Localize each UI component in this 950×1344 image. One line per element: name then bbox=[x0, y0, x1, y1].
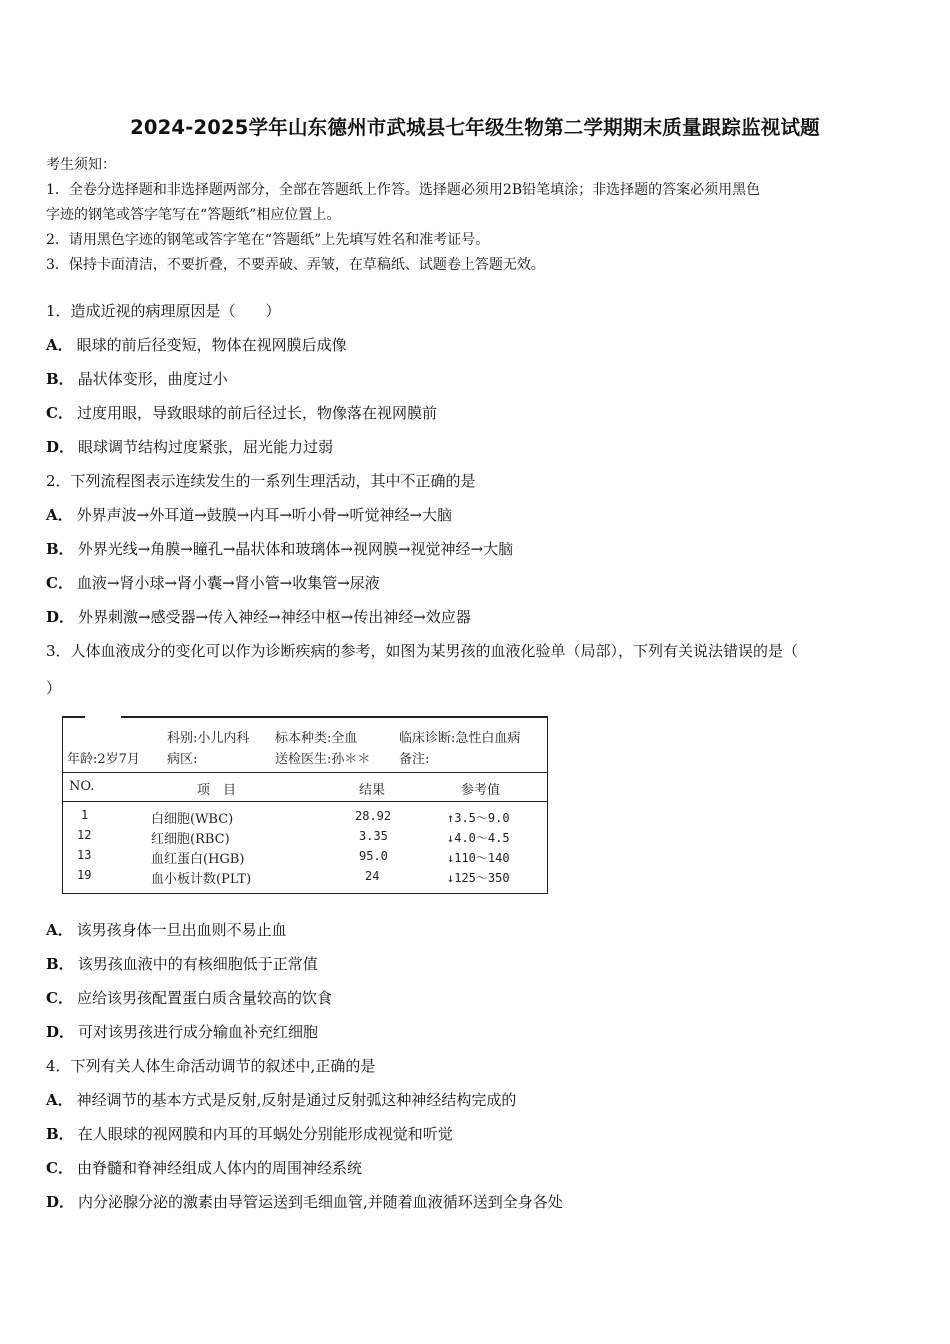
report-doctor: 送检医生:孙＊＊ bbox=[275, 752, 371, 767]
question-1-option-d bbox=[46, 437, 906, 457]
report-row-ref: ↓110～140 bbox=[447, 851, 510, 865]
question-2-option-a bbox=[46, 505, 906, 525]
question-4-option-d bbox=[46, 1192, 906, 1212]
option-label: C． bbox=[46, 989, 73, 1007]
report-row-item: 血红蛋白(HGB) bbox=[151, 852, 245, 867]
question-2-stem: 2．下列流程图表示连续发生的一系列生理活动，其中不正确的是 bbox=[46, 472, 476, 490]
page-title: 2024-2025学年山东德州市武城县七年级生物第二学期期末质量跟踪监视试题 bbox=[130, 116, 820, 139]
question-2-option-b bbox=[46, 539, 906, 559]
notice-item: 1．全卷分选择题和非选择题两部分，全部在答题纸上作答。选择题必须用2B铅笔填涂；非选择题的答案必须用黑色 bbox=[46, 182, 761, 198]
option-label: C． bbox=[46, 1159, 73, 1177]
option-label: C． bbox=[46, 404, 73, 422]
option-text: 应给该男孩配置蛋白质含量较高的饮食 bbox=[76, 989, 332, 1007]
option-text: 可对该男孩进行成分输血补充红细胞 bbox=[78, 1023, 319, 1041]
report-diagnosis: 临床诊断:急性白血病 bbox=[399, 731, 521, 746]
option-label: B． bbox=[46, 540, 74, 558]
option-label: D． bbox=[46, 608, 75, 626]
report-row-ref: ↑3.5～9.0 bbox=[447, 811, 510, 825]
option-text: 外界刺激→感受器→传入神经→神经中枢→传出神经→效应器 bbox=[78, 608, 471, 626]
report-row-no: 12 bbox=[77, 828, 92, 842]
option-text: 外界光线→角膜→瞳孔→晶状体和玻璃体→视网膜→视觉神经→大脑 bbox=[77, 540, 514, 558]
option-text: 在人眼球的视网膜和内耳的耳蜗处分别能形成视觉和听觉 bbox=[77, 1125, 453, 1143]
question-4-stem: 4．下列有关人体生命活动调节的叙述中,正确的是 bbox=[46, 1057, 376, 1075]
report-row-item: 红细胞(RBC) bbox=[151, 832, 230, 847]
option-text: 眼球的前后径变短，物体在视网膜后成像 bbox=[76, 336, 347, 354]
option-text: 血液→肾小球→肾小囊→肾小管→收集管→尿液 bbox=[76, 574, 380, 592]
option-label: D． bbox=[46, 1193, 75, 1211]
notice-heading: 考生须知： bbox=[46, 157, 116, 173]
option-label: B． bbox=[46, 370, 74, 388]
question-4-option-a bbox=[46, 1090, 906, 1110]
report-row-item: 白细胞(WBC) bbox=[151, 812, 234, 827]
report-row-result: 24 bbox=[365, 869, 380, 883]
report-row-item: 血小板计数(PLT) bbox=[151, 872, 252, 887]
option-text: 外界声波→外耳道→鼓膜→内耳→听小骨→听觉神经→大脑 bbox=[76, 506, 453, 524]
report-header-ref: 参考值 bbox=[461, 783, 501, 798]
report-row-result: 95.0 bbox=[359, 849, 388, 863]
option-label: A． bbox=[46, 921, 73, 939]
option-label: A． bbox=[46, 336, 73, 354]
question-2-option-c bbox=[46, 573, 906, 593]
question-3-option-b bbox=[46, 954, 906, 974]
report-divider bbox=[63, 772, 547, 773]
report-row-result: 3.35 bbox=[359, 829, 388, 843]
option-label: B． bbox=[46, 955, 74, 973]
question-1-option-c bbox=[46, 403, 906, 423]
question-4-option-c bbox=[46, 1158, 906, 1178]
question-1-stem: 1．造成近视的病理原因是（ ） bbox=[46, 302, 281, 320]
report-header-item: 项 目 bbox=[197, 783, 237, 798]
option-text: 该男孩血液中的有核细胞低于正常值 bbox=[77, 955, 318, 973]
option-label: C． bbox=[46, 574, 73, 592]
option-text: 内分泌腺分泌的激素由导管运送到毛细血管,并随着血液循环送到全身各处 bbox=[78, 1193, 563, 1211]
report-dept: 科别:小儿内科 bbox=[167, 731, 250, 746]
option-text: 过度用眼，导致眼球的前后径过长，物像落在视网膜前 bbox=[76, 404, 437, 422]
question-1-option-a bbox=[46, 335, 906, 355]
report-row-no: 19 bbox=[77, 868, 92, 882]
option-text: 晶状体变形，曲度过小 bbox=[77, 370, 228, 388]
report-remark: 备注: bbox=[399, 752, 430, 767]
report-row-result: 28.92 bbox=[355, 809, 392, 823]
option-text: 眼球调节结构过度紧张，屈光能力过弱 bbox=[78, 438, 334, 456]
notice-item: 2．请用黑色字迹的钢笔或答字笔在“答题纸”上先填写姓名和准考证号。 bbox=[46, 232, 490, 248]
notice-item: 字迹的钢笔或答字笔写在“答题纸”相应位置上。 bbox=[46, 207, 341, 223]
report-top-border bbox=[121, 716, 547, 718]
question-3-stem: 3．人体血液成分的变化可以作为诊断疾病的参考，如图为某男孩的血液化验单（局部），下列有关说法错误的是（ bbox=[46, 642, 799, 660]
option-text: 由脊髓和脊神经组成人体内的周围神经系统 bbox=[76, 1159, 362, 1177]
option-text: 该男孩身体一旦出血则不易止血 bbox=[76, 921, 287, 939]
question-1-option-b bbox=[46, 369, 906, 389]
report-row-ref: ↓4.0～4.5 bbox=[447, 831, 510, 845]
question-2-option-d bbox=[46, 607, 906, 627]
report-age: 年龄:2岁7月 bbox=[67, 752, 140, 767]
question-3-option-d bbox=[46, 1022, 906, 1042]
option-label: A． bbox=[46, 1091, 73, 1109]
report-specimen: 标本种类:全血 bbox=[275, 731, 358, 746]
report-row-no: 1 bbox=[81, 808, 89, 822]
blood-test-report bbox=[62, 716, 548, 894]
question-3-option-a bbox=[46, 920, 906, 940]
notice-item: 3．保持卡面清洁，不要折叠，不要弄破、弄皱，在草稿纸、试题卷上答题无效。 bbox=[46, 257, 545, 273]
question-3-stem-close: ） bbox=[46, 679, 62, 697]
report-row-no: 13 bbox=[77, 848, 92, 862]
report-header-result: 结果 bbox=[359, 783, 386, 798]
option-label: D． bbox=[46, 438, 75, 456]
option-label: B． bbox=[46, 1125, 74, 1143]
exam-notice bbox=[46, 153, 906, 278]
option-text: 神经调节的基本方式是反射,反射是通过反射弧这种神经结构完成的 bbox=[76, 1091, 517, 1109]
report-divider bbox=[63, 801, 547, 802]
report-header-no: NO. bbox=[69, 779, 95, 794]
option-label: D． bbox=[46, 1023, 75, 1041]
report-top-border bbox=[63, 716, 85, 718]
option-label: A． bbox=[46, 506, 73, 524]
report-ward: 病区: bbox=[167, 752, 198, 767]
question-3-option-c bbox=[46, 988, 906, 1008]
question-4-option-b bbox=[46, 1124, 906, 1144]
report-row-ref: ↓125～350 bbox=[447, 871, 510, 885]
